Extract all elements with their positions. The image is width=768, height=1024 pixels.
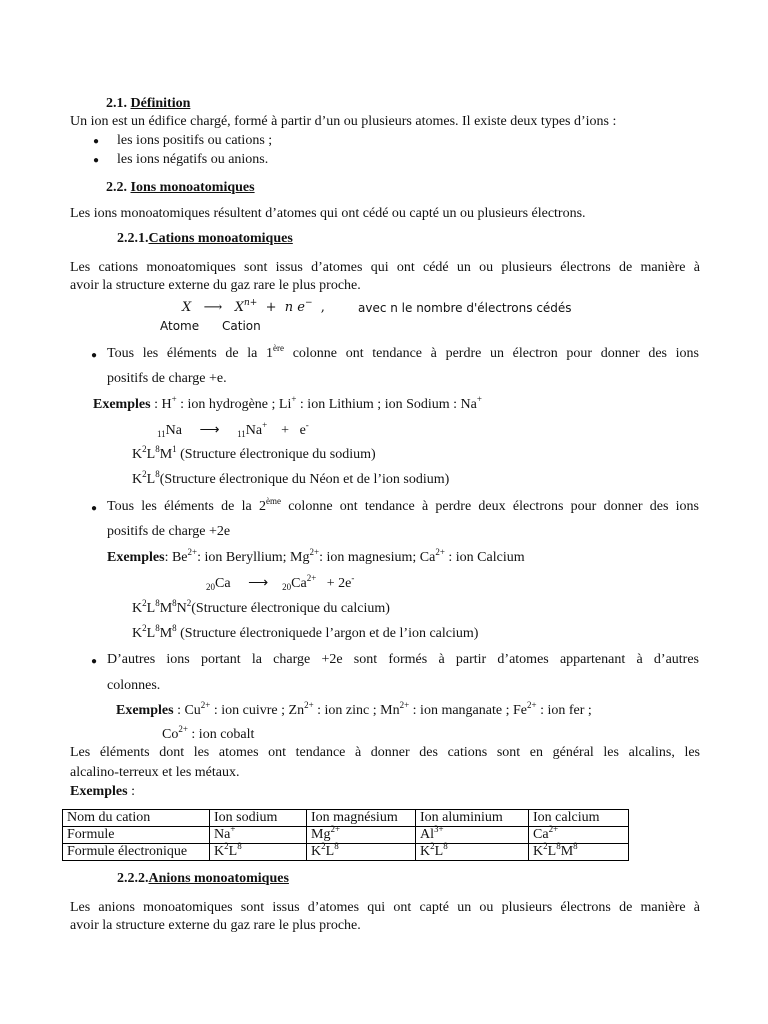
table-cell: $K^2L^8$ — [210, 844, 307, 861]
other-ions-paragraph-line-1: D’autres ions portant la charge +2e sont formés à partir d’atomes appartenant à d’autres — [107, 652, 699, 667]
column1-paragraph-line-2: positifs de charge +e. — [107, 371, 227, 386]
elements-paragraph-line-1: Les éléments dont les atomes ont tendance à donner des cations sont en général les alcalins, les — [70, 745, 700, 760]
section-title-definition: Définition — [130, 96, 191, 111]
equation-note: avec n le nombre d'électrons cédés — [358, 301, 572, 315]
examples-line-1: Exemples : H+ : ion hydrogène ; Li+ : ion Lithium ; ion Sodium : Na+ — [93, 394, 482, 412]
list-item-anions: les ions négatifs ou anions. — [117, 152, 269, 167]
section-title-cations: Cations monoatomiques — [148, 231, 293, 246]
table-row-formule-electronique — [63, 844, 629, 861]
anions-paragraph-line-1: Les anions monoatomiques sont issus d’atomes qui ont capté un ou plusieurs électrons de manière à — [70, 900, 700, 915]
sodium-config: $K^2L^8M^1$ (Structure électronique du sodium) — [132, 444, 376, 462]
table-cell: Ion calcium — [529, 810, 629, 827]
calcium-reaction: $_{20}$Ca ⟶ $_{20}Ca^{2+}$ + 2e- — [206, 573, 355, 592]
equation-label-atome: Atome — [160, 319, 200, 333]
table-cell: $Al^{3+}$ — [416, 827, 529, 844]
equation-label-cation: Cation — [222, 319, 261, 333]
table-cell: Formule — [63, 827, 210, 844]
table-row-header — [63, 810, 629, 827]
table-cell: Na+ — [210, 827, 307, 844]
table-cell: $K^2L^8M^8$ — [529, 844, 629, 861]
bullet-icon: ● — [91, 656, 98, 667]
cations-paragraph-line-1: Les cations monoatomiques sont issus d’atomes qui ont cédé un ou plusieurs électrons de manière à — [70, 260, 700, 275]
column1-paragraph-line-1: Tous les éléments de la 1ère colonne ont tendance à perdre un électron pour donner des ions — [107, 343, 699, 361]
definition-paragraph: Un ion est un édifice chargé, formé à partir d’un ou plusieurs atomes. Il existe deux types d’ions : — [70, 114, 617, 129]
table-cell: $Ca^{2+}$ — [529, 827, 629, 844]
bullet-icon: ● — [91, 503, 98, 514]
section-title-ions-monoatomiques: Ions monoatomiques — [130, 180, 255, 195]
sodium-reaction: $_{11}$Na ⟶ $_{11}$Na+ + e- — [157, 420, 309, 439]
section-heading-2-2: 2.2. Ions monoatomiques — [106, 180, 255, 195]
list-item-cations: les ions positifs ou cations ; — [117, 133, 273, 148]
anions-paragraph-line-2: avoir la structure externe du gaz rare le plus proche. — [70, 918, 361, 933]
column2-paragraph-line-2: positifs de charge +2e — [107, 524, 231, 539]
cations-paragraph-line-2: avoir la structure externe du gaz rare le plus proche. — [70, 278, 361, 293]
argon-config: $K^2L^8M^8$ (Structure électroniquede l’argon et de l’ion calcium) — [132, 623, 479, 641]
neon-config: $K^2L^8(Structure$ électronique du Néon et de l’ion sodium) — [132, 469, 450, 487]
ions-monoatomiques-paragraph: Les ions monoatomiques résultent d’atomes qui ont cédé ou capté un ou plusieurs électrons. — [70, 206, 586, 221]
elements-paragraph-line-2: alcalino-terreux et les métaux. — [70, 765, 240, 780]
other-ions-paragraph-line-2: colonnes. — [107, 678, 161, 693]
table-cell: $Mg^{2+}$ — [307, 827, 416, 844]
table-cell: $K^2L^8$ — [307, 844, 416, 861]
table-cell: Formule électronique — [63, 844, 210, 861]
column2-paragraph-line-1: Tous les éléments de la 2ème colonne ont tendance à perdre deux électrons pour donner des ions — [107, 496, 700, 514]
bullet-icon: ● — [93, 136, 100, 147]
table-cell: Nom du cation — [63, 810, 210, 827]
section-heading-2-1: 2.1. Définition — [106, 96, 191, 111]
table-examples-label: Exemples : — [70, 784, 135, 799]
ionization-equation: X ⟶ $X^{n+} + n$ e− , — [182, 298, 325, 315]
bullet-icon: ● — [91, 350, 98, 361]
table-cell: $K^2L^8$ — [416, 844, 529, 861]
cobalt-example: $Co^{2+}$ : ion cobalt — [162, 724, 255, 742]
section-heading-2-2-1: 2.2.1.Cations monoatomiques — [117, 231, 293, 246]
bullet-icon: ● — [93, 155, 100, 166]
examples-line-3: Exemples : $Cu^{2+}$ : ion cuivre ; $Zn^{2+}$ : ion zinc ; $Mn^{2+}$ : ion manganate ; $Fe^{2+}$ : ion fer ; — [116, 700, 592, 718]
table-cell: Ion sodium — [210, 810, 307, 827]
examples-line-2: Exemples: $Be^{2+}$: ion Beryllium; $Mg^{2+}$: ion magnesium; $Ca^{2+}$ : ion Calcium — [107, 547, 525, 565]
table-cell: Ion aluminium — [416, 810, 529, 827]
section-heading-2-2-2: 2.2.2.Anions monoatomiques — [117, 871, 289, 886]
cations-table — [62, 809, 629, 861]
calcium-config: $K^2L^8M^8N^2(Structure$ électronique du calcium) — [132, 598, 390, 616]
section-title-anions: Anions monoatomiques — [148, 871, 289, 886]
table-cell: Ion magnésium — [307, 810, 416, 827]
